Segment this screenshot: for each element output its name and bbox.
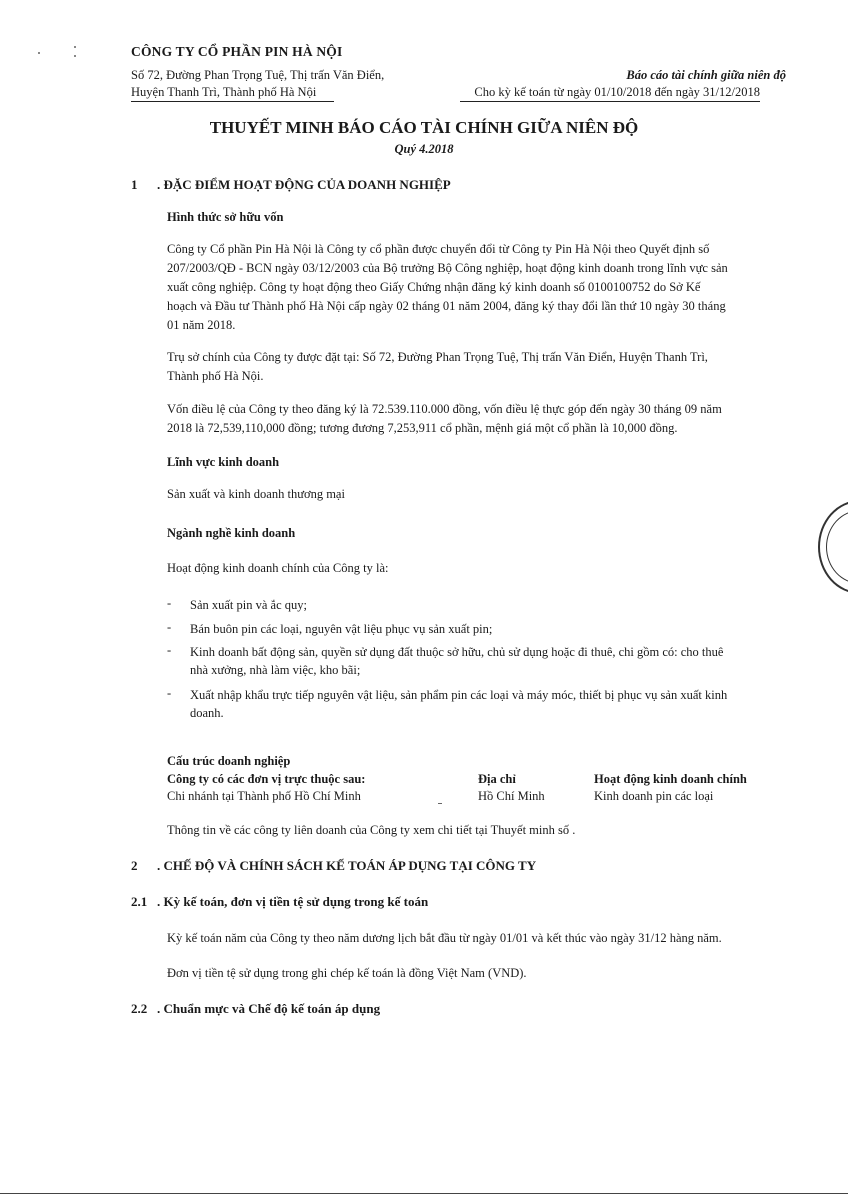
section-1-title: . ĐẶC ĐIỂM HOẠT ĐỘNG CỦA DOANH NGHIỆP (157, 177, 451, 192)
scan-speck (438, 803, 442, 804)
industry-heading: Ngành nghề kinh doanh (167, 526, 296, 540)
company-address-line1: Số 72, Đường Phan Trọng Tuệ, Thị trấn Văn Điển, (131, 68, 385, 82)
ownership-heading: Hình thức sở hữu vốn (167, 210, 284, 224)
structure-cell-activity: Kinh doanh pin các loại (594, 789, 714, 803)
business-field-text: Sản xuất và kinh doanh thương mại (167, 487, 345, 501)
section-2-1-title: . Kỳ kế toán, đơn vị tiền tệ sử dụng trong kế toán (157, 894, 429, 909)
joint-venture-note: Thông tin về các công ty liên doanh của Công ty xem chi tiết tại Thuyết minh số . (167, 823, 576, 837)
bullet-item (190, 686, 770, 722)
text-line: Trụ sở chính của Công ty được đặt tại: Số 72, Đường Phan Trọng Tuệ, Thị trấn Văn Điển, Huyện Thanh Trì, (167, 350, 708, 364)
business-field-heading: Lĩnh vực kinh doanh (167, 455, 280, 469)
text-line: Kinh doanh bất động sản, quyền sử dụng đất thuộc sở hữu, chủ sử dụng hoặc đi thuê, chi gồm có: cho thuê (190, 645, 724, 659)
section-2-number: 2 (131, 858, 138, 873)
text-line: 01 năm 2018. (167, 318, 236, 332)
text-line: Bán buôn pin các loại, nguyên vật liệu phục vụ sản xuất pin; (190, 622, 493, 636)
bullet-item (190, 620, 770, 638)
section-2-2-title: . Chuẩn mực và Chế độ kế toán áp dụng (157, 1001, 381, 1016)
structure-heading: Cấu trúc doanh nghiệp (167, 754, 291, 768)
bullet-dash: - (167, 596, 172, 610)
industry-intro: Hoạt động kinh doanh chính của Công ty là: (167, 561, 389, 575)
section-2-2-number: 2.2 (131, 1001, 148, 1016)
text-line: Vốn điều lệ của Công ty theo đăng ký là 72.539.110.000 đồng, vốn điều lệ thực góp đến ngày 30 tháng 09 năm (167, 402, 722, 416)
headquarters-paragraph (167, 348, 769, 386)
scan-speck (74, 55, 76, 57)
accounting-period-text: Kỳ kế toán năm của Công ty theo năm dương lịch bắt đầu từ ngày 01/01 và kết thúc vào ngày 31/12 hàng năm. (167, 931, 722, 945)
company-name: CÔNG TY CỔ PHẦN PIN HÀ NỘI (131, 44, 343, 59)
text-line: doanh. (190, 706, 224, 720)
text-line: Thành phố Hà Nội. (167, 369, 264, 383)
document-subtitle: Quý 4.2018 (394, 142, 454, 156)
header-underline-left (131, 101, 334, 102)
structure-cell-address: Hồ Chí Minh (478, 789, 545, 803)
section-1-number: 1 (131, 177, 138, 192)
currency-unit-text: Đơn vị tiền tệ sử dụng trong ghi chép kế toán là đồng Việt Nam (VND). (167, 966, 527, 980)
text-line: Xuất nhập khẩu trực tiếp nguyên vật liệu, sản phẩm pin các loại và máy móc, thiết bị phục vụ sản xuất kinh (190, 688, 728, 702)
scan-edge-line (0, 1193, 848, 1194)
bullet-dash: - (167, 620, 172, 634)
text-line: 207/2003/QĐ - BCN ngày 03/12/2003 của Bộ trưởng Bộ Công nghiệp, hoạt động kinh doanh trong lĩnh vực sản (167, 261, 728, 275)
header-underline-right (460, 101, 760, 102)
text-line: Công ty Cổ phần Pin Hà Nội là Công ty cổ phần được chuyển đổi từ Công ty Pin Hà Nội theo Quyết định số (167, 242, 710, 256)
scan-speck (38, 52, 40, 54)
bullet-item (190, 643, 770, 679)
structure-header-units: Công ty có các đơn vị trực thuộc sau: (167, 772, 366, 786)
text-line: Sản xuất pin và ắc quy; (190, 598, 307, 612)
scan-speck (74, 46, 76, 48)
section-2-title: . CHẾ ĐỘ VÀ CHÍNH SÁCH KẾ TOÁN ÁP DỤNG TẠI CÔNG TY (157, 858, 537, 873)
structure-cell-unit: Chi nhánh tại Thành phố Hồ Chí Minh (167, 789, 361, 803)
text-line: xuất công nghiệp. Công ty hoạt động theo Giấy Chứng nhận đăng ký kinh doanh số 0100100752 do Sở Kế (167, 280, 701, 294)
bullet-dash: - (167, 686, 172, 700)
bullet-item (190, 596, 770, 614)
ownership-paragraph-1 (167, 240, 769, 335)
charter-capital-paragraph (167, 400, 769, 438)
text-line: hoạch và Đầu tư Thành phố Hà Nội cấp ngày 02 tháng 01 năm 2004, đăng ký thay đổi lần thứ 10 ngày 30 tháng (167, 299, 726, 313)
bullet-dash: - (167, 643, 172, 657)
text-line: 2018 là 72,539,110,000 đồng; tương đương 7,253,911 cổ phần, mệnh giá một cổ phần là 10,000 đồng. (167, 421, 678, 435)
section-2-1-number: 2.1 (131, 894, 148, 909)
structure-header-address: Địa chỉ (478, 772, 516, 786)
report-period: Cho kỳ kế toán từ ngày 01/10/2018 đến ngày 31/12/2018 (474, 85, 760, 99)
company-address-line2: Huyện Thanh Trì, Thành phố Hà Nội (131, 85, 317, 99)
document-title: THUYẾT MINH BÁO CÁO TÀI CHÍNH GIỮA NIÊN ĐỘ (209, 118, 639, 137)
structure-header-activity: Hoạt động kinh doanh chính (594, 772, 747, 786)
report-type: Báo cáo tài chính giữa niên độ (626, 68, 786, 82)
text-line: nhà xưởng, nhà làm việc, kho bãi; (190, 663, 361, 677)
